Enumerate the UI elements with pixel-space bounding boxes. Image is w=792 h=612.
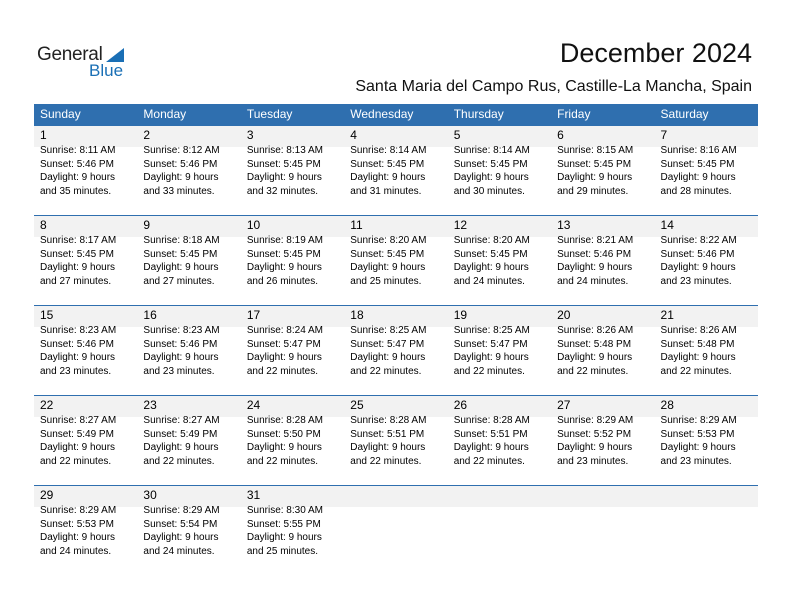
daylight-hours: Daylight: 9 hours [453, 442, 529, 453]
daylight-minutes: and 24 minutes. [453, 275, 525, 287]
day-number: 27 [557, 398, 571, 412]
sunset-time: Sunset: 5:48 PM [660, 338, 735, 350]
sunset-time: Sunset: 5:48 PM [557, 338, 632, 350]
sunset-time: Sunset: 5:45 PM [453, 248, 528, 260]
day-details [143, 324, 240, 378]
day-number: 15 [40, 308, 54, 322]
sunset-time: Sunset: 5:45 PM [246, 158, 321, 170]
logo-general-text: General [37, 44, 103, 65]
day-cell [241, 215, 344, 305]
day-number: 20 [557, 308, 571, 322]
daylight-minutes: and 22 minutes. [246, 365, 319, 377]
day-cell [241, 485, 344, 575]
day-number: 26 [453, 398, 468, 412]
empty-day-cell [344, 485, 447, 575]
weekday-friday: Friday [557, 107, 591, 121]
sunset-time: Sunset: 5:46 PM [143, 158, 218, 170]
sunset-time: Sunset: 5:45 PM [453, 158, 528, 170]
day-details [143, 504, 240, 558]
day-cell [448, 125, 551, 215]
daylight-hours: Daylight: 9 hours [557, 262, 633, 273]
daylight-minutes: and 32 minutes. [246, 185, 319, 197]
day-cell [137, 305, 240, 395]
day-cell [551, 215, 654, 305]
day-cell [34, 485, 137, 575]
sunrise-time: Sunrise: 8:29 AM [40, 505, 117, 516]
day-cell [241, 395, 344, 485]
day-number: 8 [40, 218, 47, 232]
week-row [34, 125, 758, 215]
daylight-minutes: and 29 minutes. [557, 185, 629, 197]
daylight-hours: Daylight: 9 hours [40, 262, 116, 273]
sunrise-time: Sunrise: 8:20 AM [453, 235, 530, 246]
day-cell [344, 395, 447, 485]
daylight-minutes: and 24 minutes. [40, 545, 112, 557]
day-details [557, 144, 654, 198]
daylight-hours: Daylight: 9 hours [246, 352, 322, 363]
sunrise-time: Sunrise: 8:25 AM [350, 325, 427, 336]
daylight-minutes: and 23 minutes. [660, 455, 732, 467]
day-cell [34, 305, 137, 395]
sunset-time: Sunset: 5:45 PM [660, 158, 735, 170]
sunrise-time: Sunrise: 8:27 AM [143, 415, 220, 426]
daylight-minutes: and 27 minutes. [40, 275, 112, 287]
sunset-time: Sunset: 5:49 PM [40, 428, 114, 440]
sunset-time: Sunset: 5:46 PM [660, 248, 735, 260]
day-cell [137, 395, 240, 485]
daylight-hours: Daylight: 9 hours [143, 172, 219, 183]
sunrise-time: Sunrise: 8:19 AM [246, 235, 323, 246]
sunset-time: Sunset: 5:45 PM [40, 248, 114, 260]
sunset-time: Sunset: 5:46 PM [40, 158, 114, 170]
daylight-hours: Daylight: 9 hours [660, 262, 736, 273]
day-number: 5 [453, 128, 461, 142]
day-details [454, 414, 551, 468]
day-number: 25 [350, 398, 364, 412]
day-cell [34, 395, 137, 485]
sunset-time: Sunset: 5:55 PM [246, 518, 321, 530]
logo [37, 42, 137, 82]
day-number: 14 [660, 218, 674, 232]
day-number: 28 [660, 398, 674, 412]
daylight-hours: Daylight: 9 hours [350, 352, 426, 363]
day-cell [344, 305, 447, 395]
daylight-minutes: and 23 minutes. [660, 275, 732, 287]
weekday-wednesday: Wednesday [350, 107, 414, 121]
daylight-minutes: and 22 minutes. [557, 365, 629, 377]
day-details [247, 324, 344, 378]
week-row [34, 305, 758, 395]
sunrise-time: Sunrise: 8:28 AM [246, 415, 323, 426]
sunset-time: Sunset: 5:49 PM [143, 428, 218, 440]
day-cell [448, 215, 551, 305]
sunset-time: Sunset: 5:45 PM [557, 158, 632, 170]
day-details [557, 234, 654, 288]
daylight-minutes: and 28 minutes. [660, 185, 732, 197]
day-details [454, 324, 551, 378]
day-cell [655, 215, 758, 305]
daylight-minutes: and 35 minutes. [40, 185, 112, 197]
sunrise-time: Sunrise: 8:29 AM [143, 505, 220, 516]
day-cell [34, 215, 137, 305]
weekday-monday: Monday [143, 107, 187, 121]
day-number: 4 [350, 128, 357, 142]
sunset-time: Sunset: 5:47 PM [350, 338, 425, 350]
week-row [34, 395, 758, 485]
day-details [143, 144, 240, 198]
daylight-hours: Daylight: 9 hours [246, 442, 322, 453]
empty-day-cell [448, 485, 551, 575]
daylight-minutes: and 22 minutes. [143, 455, 215, 467]
daylight-hours: Daylight: 9 hours [660, 352, 736, 363]
week-row [34, 215, 758, 305]
daylight-minutes: and 22 minutes. [350, 365, 422, 377]
day-cell [241, 305, 344, 395]
weekday-saturday: Saturday [660, 107, 709, 121]
sunset-time: Sunset: 5:46 PM [557, 248, 632, 260]
sunset-time: Sunset: 5:54 PM [143, 518, 218, 530]
daylight-hours: Daylight: 9 hours [40, 352, 116, 363]
sunrise-time: Sunrise: 8:25 AM [453, 325, 530, 336]
sunset-time: Sunset: 5:53 PM [40, 518, 114, 530]
location-subtitle: Santa Maria del Campo Rus, Castille-La Mancha, Spain [355, 78, 752, 95]
day-number: 6 [557, 128, 564, 142]
daylight-minutes: and 22 minutes. [453, 455, 525, 467]
daylight-minutes: and 23 minutes. [557, 455, 629, 467]
day-details [350, 144, 447, 198]
sunrise-time: Sunrise: 8:16 AM [660, 145, 737, 156]
daylight-minutes: and 31 minutes. [350, 185, 422, 197]
day-number: 24 [246, 398, 261, 412]
daylight-hours: Daylight: 9 hours [557, 172, 633, 183]
page-title: December 2024 [559, 38, 752, 68]
week-days [34, 215, 758, 305]
day-number: 17 [246, 308, 261, 322]
day-details [40, 324, 137, 378]
sunset-time: Sunset: 5:46 PM [143, 338, 218, 350]
daylight-minutes: and 22 minutes. [350, 455, 422, 467]
logo-triangle-icon [106, 48, 124, 62]
day-cell [137, 125, 240, 215]
sunset-time: Sunset: 5:45 PM [246, 248, 321, 260]
day-details [661, 414, 758, 468]
daylight-minutes: and 22 minutes. [660, 365, 732, 377]
daylight-hours: Daylight: 9 hours [350, 262, 426, 273]
day-details [247, 414, 344, 468]
daylight-hours: Daylight: 9 hours [660, 442, 736, 453]
day-details [247, 234, 344, 288]
sunset-time: Sunset: 5:51 PM [350, 428, 425, 440]
daylight-minutes: and 24 minutes. [143, 545, 215, 557]
daylight-hours: Daylight: 9 hours [40, 442, 116, 453]
sunset-time: Sunset: 5:53 PM [660, 428, 735, 440]
day-cell [551, 305, 654, 395]
sunrise-time: Sunrise: 8:28 AM [453, 415, 530, 426]
sunrise-time: Sunrise: 8:12 AM [143, 145, 220, 156]
day-cell [344, 125, 447, 215]
sunrise-time: Sunrise: 8:17 AM [40, 235, 117, 246]
daylight-hours: Daylight: 9 hours [350, 442, 426, 453]
daylight-hours: Daylight: 9 hours [246, 172, 322, 183]
week-days [34, 485, 758, 575]
daylight-hours: Daylight: 9 hours [557, 442, 633, 453]
sunrise-time: Sunrise: 8:24 AM [246, 325, 323, 336]
logo-blue-text: Blue [89, 61, 124, 80]
daylight-minutes: and 26 minutes. [246, 275, 319, 287]
sunrise-time: Sunrise: 8:15 AM [557, 145, 634, 156]
sunset-time: Sunset: 5:45 PM [143, 248, 218, 260]
weekday-sunday: Sunday [40, 107, 81, 121]
sunrise-time: Sunrise: 8:23 AM [40, 325, 117, 336]
day-number: 23 [143, 398, 157, 412]
day-details [350, 414, 447, 468]
sunrise-time: Sunrise: 8:29 AM [557, 415, 634, 426]
empty-day-cell [655, 485, 758, 575]
daylight-minutes: and 24 minutes. [557, 275, 629, 287]
day-cell [655, 125, 758, 215]
day-cell [655, 305, 758, 395]
sunset-time: Sunset: 5:45 PM [350, 158, 425, 170]
day-details [661, 234, 758, 288]
sunrise-time: Sunrise: 8:13 AM [246, 145, 323, 156]
sunrise-time: Sunrise: 8:28 AM [350, 415, 427, 426]
day-details [557, 324, 654, 378]
day-number: 31 [246, 488, 261, 502]
sunrise-time: Sunrise: 8:26 AM [660, 325, 737, 336]
day-details [40, 504, 137, 558]
sunrise-time: Sunrise: 8:21 AM [557, 235, 634, 246]
sunrise-time: Sunrise: 8:14 AM [350, 145, 427, 156]
sunset-time: Sunset: 5:50 PM [246, 428, 321, 440]
day-number: 9 [143, 218, 151, 232]
daylight-hours: Daylight: 9 hours [143, 352, 219, 363]
week-days [34, 125, 758, 215]
day-details [454, 144, 551, 198]
day-details [350, 324, 447, 378]
daylight-hours: Daylight: 9 hours [143, 442, 219, 453]
daylight-minutes: and 27 minutes. [143, 275, 215, 287]
day-number: 22 [40, 398, 54, 412]
daylight-minutes: and 22 minutes. [246, 455, 319, 467]
sunset-time: Sunset: 5:47 PM [453, 338, 528, 350]
day-details [40, 144, 137, 198]
day-number: 3 [246, 128, 254, 142]
daylight-hours: Daylight: 9 hours [143, 262, 219, 273]
sunset-time: Sunset: 5:46 PM [40, 338, 114, 350]
weekday-header [34, 104, 758, 125]
sunset-time: Sunset: 5:47 PM [246, 338, 321, 350]
day-details [143, 414, 240, 468]
sunrise-time: Sunrise: 8:14 AM [453, 145, 530, 156]
daylight-hours: Daylight: 9 hours [453, 352, 529, 363]
day-number: 7 [660, 128, 668, 142]
day-number: 2 [143, 128, 151, 142]
sunset-time: Sunset: 5:52 PM [557, 428, 632, 440]
daylight-hours: Daylight: 9 hours [40, 172, 116, 183]
daylight-minutes: and 22 minutes. [453, 365, 525, 377]
day-number: 12 [453, 218, 468, 232]
daylight-hours: Daylight: 9 hours [660, 172, 736, 183]
daylight-minutes: and 30 minutes. [453, 185, 525, 197]
sunrise-time: Sunrise: 8:22 AM [660, 235, 737, 246]
daylight-minutes: and 33 minutes. [143, 185, 215, 197]
day-details [40, 414, 137, 468]
daylight-minutes: and 25 minutes. [350, 275, 422, 287]
weekday-tuesday: Tuesday [246, 107, 293, 121]
daylight-minutes: and 25 minutes. [246, 545, 319, 557]
daylight-minutes: and 23 minutes. [40, 365, 112, 377]
weekday-thursday: Thursday [453, 107, 504, 121]
day-details [247, 504, 344, 558]
day-number: 30 [143, 488, 157, 502]
week-days [34, 305, 758, 395]
daylight-hours: Daylight: 9 hours [40, 532, 116, 543]
day-cell [137, 215, 240, 305]
day-cell [344, 215, 447, 305]
day-details [143, 234, 240, 288]
day-cell [241, 125, 344, 215]
sunrise-time: Sunrise: 8:29 AM [660, 415, 737, 426]
day-number: 1 [40, 128, 47, 142]
day-number: 18 [350, 308, 364, 322]
day-details [454, 234, 551, 288]
week-row [34, 485, 758, 575]
sunrise-time: Sunrise: 8:30 AM [246, 505, 323, 516]
sunrise-time: Sunrise: 8:18 AM [143, 235, 220, 246]
day-cell [448, 395, 551, 485]
day-cell [551, 395, 654, 485]
sunrise-time: Sunrise: 8:26 AM [557, 325, 634, 336]
sunset-time: Sunset: 5:51 PM [453, 428, 528, 440]
daylight-hours: Daylight: 9 hours [350, 172, 426, 183]
sunset-time: Sunset: 5:45 PM [350, 248, 425, 260]
day-number: 19 [453, 308, 468, 322]
day-number: 10 [246, 218, 261, 232]
daylight-hours: Daylight: 9 hours [246, 532, 322, 543]
day-cell [34, 125, 137, 215]
sunrise-time: Sunrise: 8:20 AM [350, 235, 427, 246]
day-number: 11 [350, 218, 363, 232]
day-number: 21 [660, 308, 674, 322]
day-details [557, 414, 654, 468]
day-cell [655, 395, 758, 485]
day-number: 13 [557, 218, 571, 232]
daylight-minutes: and 23 minutes. [143, 365, 215, 377]
day-details [661, 324, 758, 378]
daylight-hours: Daylight: 9 hours [246, 262, 322, 273]
day-number: 29 [40, 488, 54, 502]
day-cell [551, 125, 654, 215]
day-cell [137, 485, 240, 575]
daylight-hours: Daylight: 9 hours [143, 532, 219, 543]
sunrise-time: Sunrise: 8:27 AM [40, 415, 117, 426]
day-cell [448, 305, 551, 395]
weeks-container [34, 125, 758, 575]
daylight-hours: Daylight: 9 hours [453, 172, 529, 183]
day-details [661, 144, 758, 198]
week-days [34, 395, 758, 485]
daylight-hours: Daylight: 9 hours [557, 352, 633, 363]
calendar-grid [34, 104, 758, 575]
daylight-minutes: and 22 minutes. [40, 455, 112, 467]
sunrise-time: Sunrise: 8:11 AM [40, 145, 116, 156]
daylight-hours: Daylight: 9 hours [453, 262, 529, 273]
day-details [350, 234, 447, 288]
sunrise-time: Sunrise: 8:23 AM [143, 325, 220, 336]
day-details [40, 234, 137, 288]
empty-day-cell [551, 485, 654, 575]
day-details [247, 144, 344, 198]
day-number: 16 [143, 308, 157, 322]
